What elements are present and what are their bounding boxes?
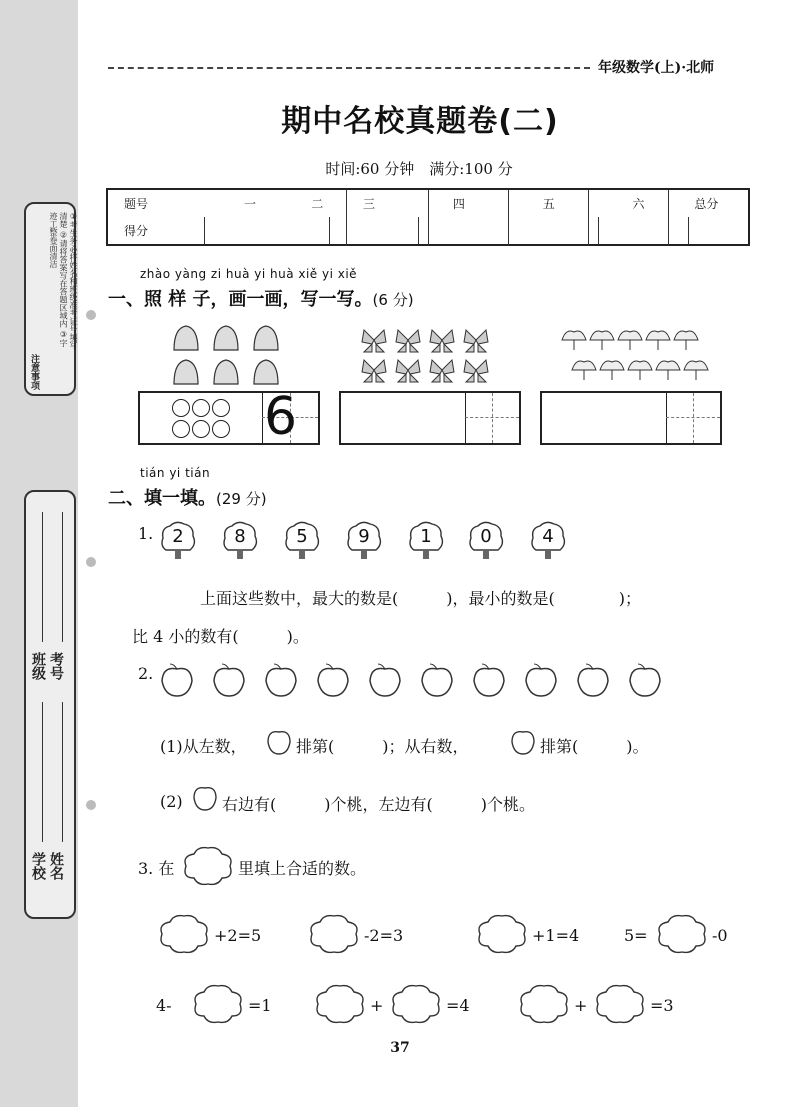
section2-heading (108, 484, 267, 510)
q3-eq6-post: =4 (446, 996, 470, 1015)
q1-line2: 比 4 小的数有( )。 (132, 627, 309, 646)
number-tree (220, 520, 260, 566)
answer-flower-box[interactable] (306, 912, 362, 960)
q2-line2-a: (2) (160, 792, 183, 811)
score-cell[interactable] (688, 217, 749, 245)
tree-digit: 4 (542, 526, 554, 547)
example-answer-box (138, 387, 320, 447)
notes-label: 注意事项 (29, 354, 39, 390)
q3-intro-a: 3. 在 (138, 859, 175, 878)
section2-points: (29 分) (216, 490, 267, 508)
notes-box (24, 202, 76, 396)
q3-eq4-post: -0 (712, 926, 728, 945)
plants-illustration (560, 326, 720, 386)
name-label: 姓名 (48, 852, 64, 880)
section1-heading (108, 285, 414, 311)
circle-mark (192, 399, 210, 417)
score-row-label: 得分 (107, 217, 204, 245)
fill-line (42, 702, 43, 842)
answer-flower-box[interactable] (654, 912, 710, 960)
tree-digit: 0 (480, 526, 492, 547)
number-tree (158, 520, 198, 566)
flower-box-icon (592, 982, 648, 1026)
tree-digit: 5 (296, 526, 308, 547)
example-digit: 6 (264, 387, 298, 447)
peach-icon (574, 662, 612, 698)
bells-illustration (170, 322, 290, 388)
binding-hole (86, 800, 96, 810)
score-header-cell: 总分 (688, 189, 749, 217)
peach-icon (366, 662, 404, 698)
box-divider (666, 393, 667, 443)
school-label: 学校 (30, 852, 46, 880)
circle-mark (172, 399, 190, 417)
peach-icon (522, 662, 560, 698)
peach-icon (470, 662, 508, 698)
circle-mark (212, 420, 230, 438)
page-number: 37 (390, 1040, 410, 1056)
number-tree (528, 520, 568, 566)
score-cell[interactable] (509, 217, 599, 245)
circle-mark (212, 399, 230, 417)
fill-line (42, 512, 43, 642)
answer-flower-box[interactable] (474, 912, 530, 960)
page-title: 期中名校真题卷(二) (281, 104, 559, 139)
peach-icon (264, 726, 294, 756)
section1-points: (6 分) (372, 291, 414, 309)
peach-icon (314, 662, 352, 698)
q2-line1-b: 排第( )；从右数， (296, 737, 469, 756)
flower-box-example (180, 844, 236, 892)
section1-pinyin: zhào yàng zi huà yi huà xiě yi xiě (140, 267, 358, 281)
table-divider (588, 190, 589, 246)
peach-icon (190, 782, 220, 812)
score-header-cell: 五 (509, 189, 599, 217)
score-cell[interactable] (204, 217, 329, 245)
answer-box-butterflies[interactable] (339, 391, 521, 445)
flower-box-icon (306, 912, 362, 956)
binding-hole (86, 310, 96, 320)
table-divider (508, 190, 509, 246)
section1-title: 一、照 样 子，画一画，写一写。 (108, 289, 373, 310)
answer-box-plants[interactable] (540, 391, 722, 445)
grid-dash (465, 417, 519, 418)
section2-title: 二、填一填。 (108, 488, 216, 509)
tree-digit: 9 (358, 526, 370, 547)
q2-line1-a: (1)从左数， (160, 737, 247, 756)
grid-dash (666, 417, 720, 418)
binding-hole (86, 557, 96, 567)
peach-icon (626, 662, 664, 698)
q2-number: 2. (138, 664, 154, 683)
peach-icon (210, 662, 248, 698)
score-cell[interactable] (419, 217, 509, 245)
flower-box-icon (654, 912, 710, 956)
answer-flower-box[interactable] (388, 982, 444, 1030)
q1-line1: 上面这些数中，最大的数是( )，最小的数是( )； (200, 589, 641, 608)
score-cell[interactable] (329, 217, 419, 245)
exam-no-label: 考号 (48, 652, 64, 680)
q3-eq5-post: =1 (248, 996, 272, 1015)
grid-dash (492, 393, 493, 443)
peach-icon (508, 726, 538, 756)
score-header-cell: 六 (599, 189, 689, 217)
tree-digit: 8 (234, 526, 246, 547)
peach-icon (158, 662, 196, 698)
score-cell[interactable] (599, 217, 689, 245)
flower-box-icon (474, 912, 530, 956)
q2-line1-c: 排第( )。 (540, 737, 649, 756)
time-score-info: 时间:60 分钟 满分:100 分 (325, 160, 513, 178)
box-divider (465, 393, 466, 443)
score-header-cell: 四 (419, 189, 509, 217)
score-header-cell: 二 (306, 189, 329, 217)
answer-flower-box[interactable] (592, 982, 648, 1030)
number-tree (282, 520, 322, 566)
class-label: 班级 (30, 652, 46, 680)
q3-eq5-pre: 4- (156, 996, 172, 1015)
peach-icon (418, 662, 456, 698)
q2-line2-b: 右边有( )个桃，左边有( )个桃。 (222, 795, 535, 814)
flower-box-icon (180, 844, 236, 888)
q3-eq4-pre: 5= (624, 926, 648, 945)
number-tree (406, 520, 446, 566)
grade-subject-label: 年级数学(上)·北师 (598, 60, 715, 76)
q3-eq7-post: =3 (650, 996, 674, 1015)
circle-mark (192, 420, 210, 438)
q3-eq6-op: + (370, 996, 384, 1015)
score-header-cell: 题号 (107, 189, 204, 217)
q3-eq3: +1=4 (532, 926, 580, 945)
table-divider (428, 190, 429, 246)
answer-flower-box[interactable] (516, 982, 572, 1030)
answer-flower-box[interactable] (312, 982, 368, 1030)
q3-eq2: -2=3 (364, 926, 404, 945)
section2-pinyin: tián yi tián (140, 466, 211, 480)
fill-line (62, 702, 63, 842)
answer-flower-box[interactable] (156, 912, 212, 960)
table-divider (346, 190, 347, 246)
butterflies-illustration (360, 328, 500, 384)
score-header-cell: 一 (204, 189, 306, 217)
q3-eq7-op: + (574, 996, 588, 1015)
flower-box-icon (388, 982, 444, 1026)
notes-text: ①考生务必将姓名和班级准考证号填写清楚 ②请将答案写在答题区域内 ③字迹工整卷面清洁 (49, 212, 78, 349)
student-info-box (24, 490, 76, 919)
header-dashed-line (108, 67, 590, 69)
q3-intro-b: 里填上合适的数。 (238, 859, 367, 878)
circle-mark (172, 420, 190, 438)
flower-box-icon (156, 912, 212, 956)
number-tree (466, 520, 506, 566)
score-header-cell: 三 (329, 189, 419, 217)
peach-icon (262, 662, 300, 698)
table-divider (668, 190, 669, 246)
flower-box-icon (312, 982, 368, 1026)
q3-eq1: +2=5 (214, 926, 262, 945)
tree-digit: 1 (420, 526, 432, 547)
box-divider (262, 393, 263, 443)
q1-number: 1. (138, 524, 154, 543)
tree-digit: 2 (172, 526, 184, 547)
answer-flower-box[interactable] (190, 982, 246, 1030)
fill-line (62, 512, 63, 642)
grid-dash (693, 393, 694, 443)
flower-box-icon (190, 982, 246, 1026)
flower-box-icon (516, 982, 572, 1026)
number-tree (344, 520, 384, 566)
